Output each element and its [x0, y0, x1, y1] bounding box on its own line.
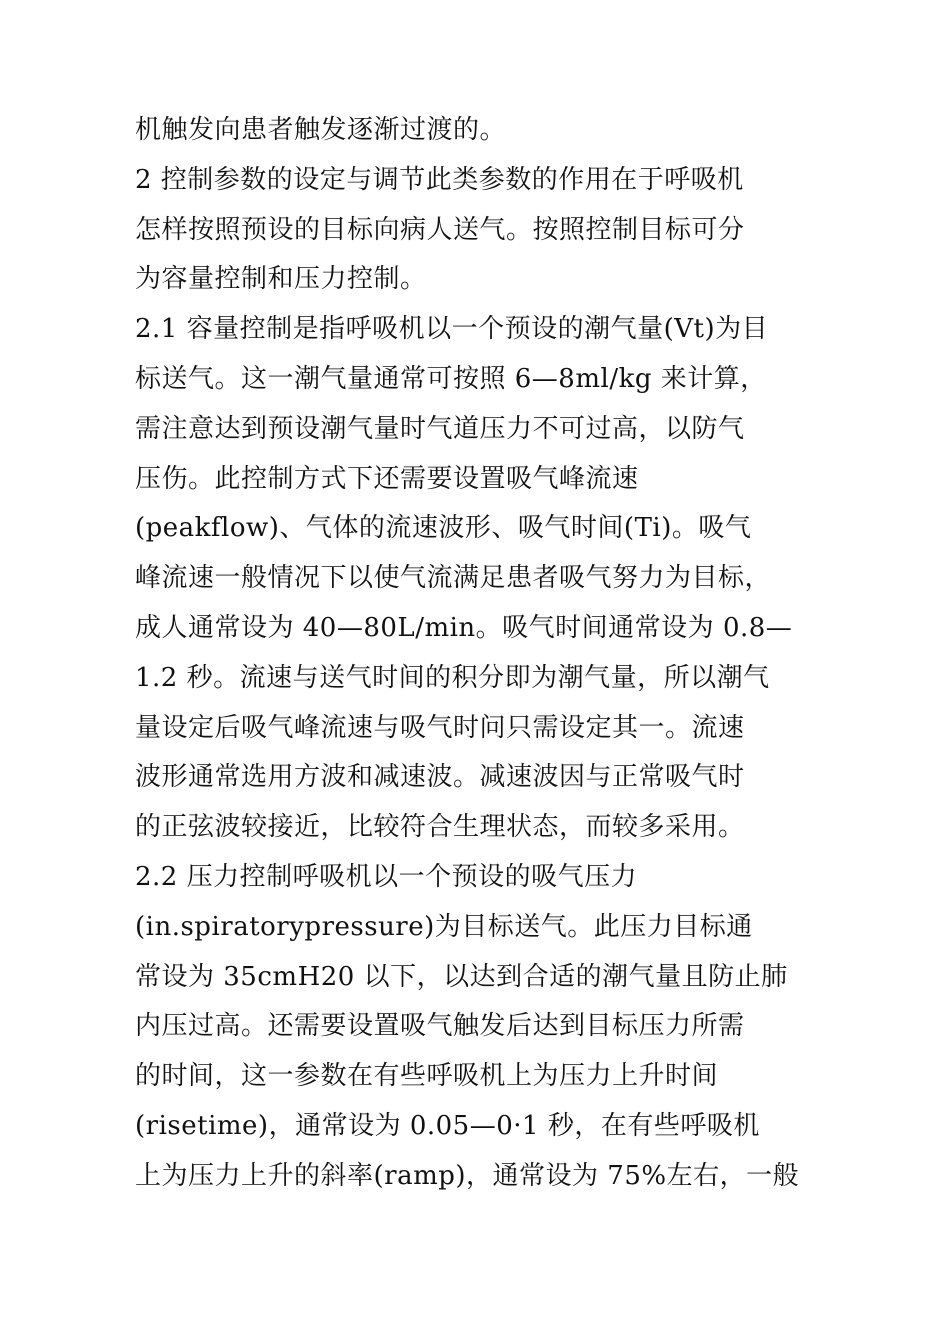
text-line: (risetime)，通常设为 0.05—0·1 秒，在有些呼吸机	[135, 1110, 760, 1141]
text-line: 1.2 秒。流速与送气时间的积分即为潮气量，所以潮气	[135, 662, 770, 693]
text-line: 2.2 压力控制呼吸机以一个预设的吸气压力	[135, 861, 638, 892]
text-line: 内压过高。还需要设置吸气触发后达到目标压力所需	[135, 1011, 745, 1042]
text-line: 2 控制参数的设定与调节此类参数的作用在于呼吸机	[135, 164, 744, 195]
text-line: 为容量控制和压力控制。	[135, 264, 427, 295]
text-line: 的正弦波较接近，比较符合生理状态，而较多采用。	[135, 812, 745, 843]
text-line: (peakflow)、气体的流速波形、吸气时间(Ti)。吸气	[135, 513, 752, 544]
text-line: 压伤。此控制方式下还需要设置吸气峰流速	[135, 463, 639, 494]
text-line: 峰流速一般情况下以使气流满足患者吸气努力为目标，	[135, 563, 772, 594]
text-line: 怎样按照预设的目标向病人送气。按照控制目标可分	[135, 214, 745, 245]
text-line: 机触发向患者触发逐渐过渡的。	[135, 115, 507, 145]
text-line: 标送气。这一潮气量通常可按照 6—8ml/kg 来计算，	[135, 363, 767, 394]
text-line: 成人通常设为 40—80L/min。吸气时间通常设为 0.8—	[135, 612, 793, 643]
text-line: 上为压力上升的斜率(ramp)，通常设为 75%左右，一般	[135, 1160, 800, 1191]
text-line: 需注意达到预设潮气量时气道压力不可过高，以防气	[135, 413, 745, 444]
body-text	[135, 106, 835, 1202]
text-line: 量设定后吸气峰流速与吸气时问只需设定其一。流速	[135, 712, 745, 743]
text-line: 波形通常选用方波和减速波。减速波因与正常吸气时	[135, 762, 745, 793]
text-line: 的时间，这一参数在有些呼吸机上为压力上升时间	[135, 1061, 719, 1092]
text-line: 常设为 35cmH20 以下，以达到合适的潮气量且防止肺	[135, 961, 788, 992]
text-line: (in.spiratorypressure)为目标送气。此压力目标通	[135, 911, 753, 942]
text-line: 2.1 容量控制是指呼吸机以一个预设的潮气量(Vt)为目	[135, 314, 769, 345]
